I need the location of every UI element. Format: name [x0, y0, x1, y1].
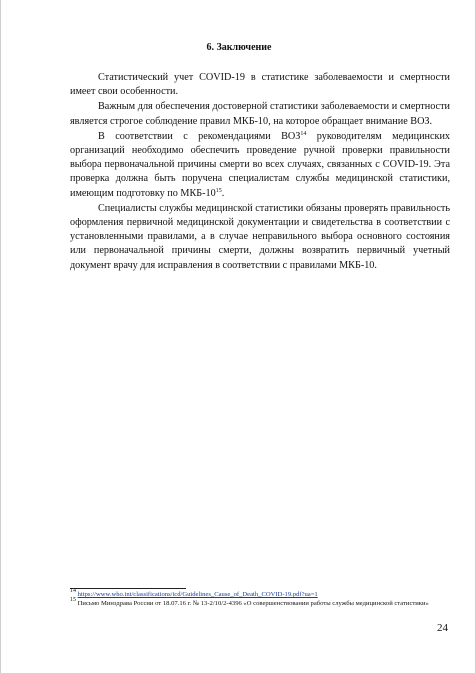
footnote-separator [70, 588, 186, 589]
footnote-15-text: Письмо Минздрава России от 18.07.16 г. № 13-2/10/2-4396 «О совершенствовании работы службы медицинской статистики» [76, 599, 429, 607]
footnote-mark-14: 14 [70, 588, 76, 594]
paragraph-3-text-b: руководителям медицинских организаций необходимо обеспечить проведение ручной проверки правильности выбора первоначальной причины смерти во всех случаях, связанных с COVID-19. Эта проверка должна быть поручена специалистам службы медицинской статистики, имеющим подготовку по МКБ-10 [70, 130, 450, 199]
page-number: 24 [437, 622, 448, 634]
paragraph-4: Специалисты службы медицинской статистики обязаны проверять правильность оформления первичной медицинской документации и свидетельства в соответствии с установленными правилами, а в случае неправильного выбора основного состояния или первоначальной причины смерти, должны возвратить первичный учетный документ врачу для исправления в соответствии с правилами МКБ-10. [70, 202, 450, 271]
footnote-14-link[interactable]: https://www.who.int/classifications/icd/Guidelines_Cause_of_Death_COVID-19.pdf?ua=1 [77, 591, 318, 598]
footnote-ref-14[interactable]: 14 [300, 130, 307, 137]
paragraph-1: Статистический учет COVID-19 в статистике заболеваемости и смертности имеет свои особенности. [70, 72, 450, 98]
footnote-ref-15[interactable]: 15 [215, 187, 222, 194]
footnote-14 [70, 588, 451, 600]
paragraph-3-text-c: . [221, 187, 225, 199]
footnote-mark-15: 15 [70, 596, 76, 603]
footnote-15 [70, 596, 451, 609]
body-text [70, 71, 450, 273]
paragraph-3 [70, 130, 450, 201]
section-heading: 6. Заключение [206, 42, 272, 53]
footnotes [70, 588, 451, 608]
paragraph-2: Важным для обеспечения достоверной статистики заболеваемости и смертности является строгое соблюдение правил МКБ-10, на которое обращает внимание ВОЗ. [70, 101, 450, 127]
paragraph-3-text-a: В соответствии с рекомендациями ВОЗ [98, 130, 301, 142]
